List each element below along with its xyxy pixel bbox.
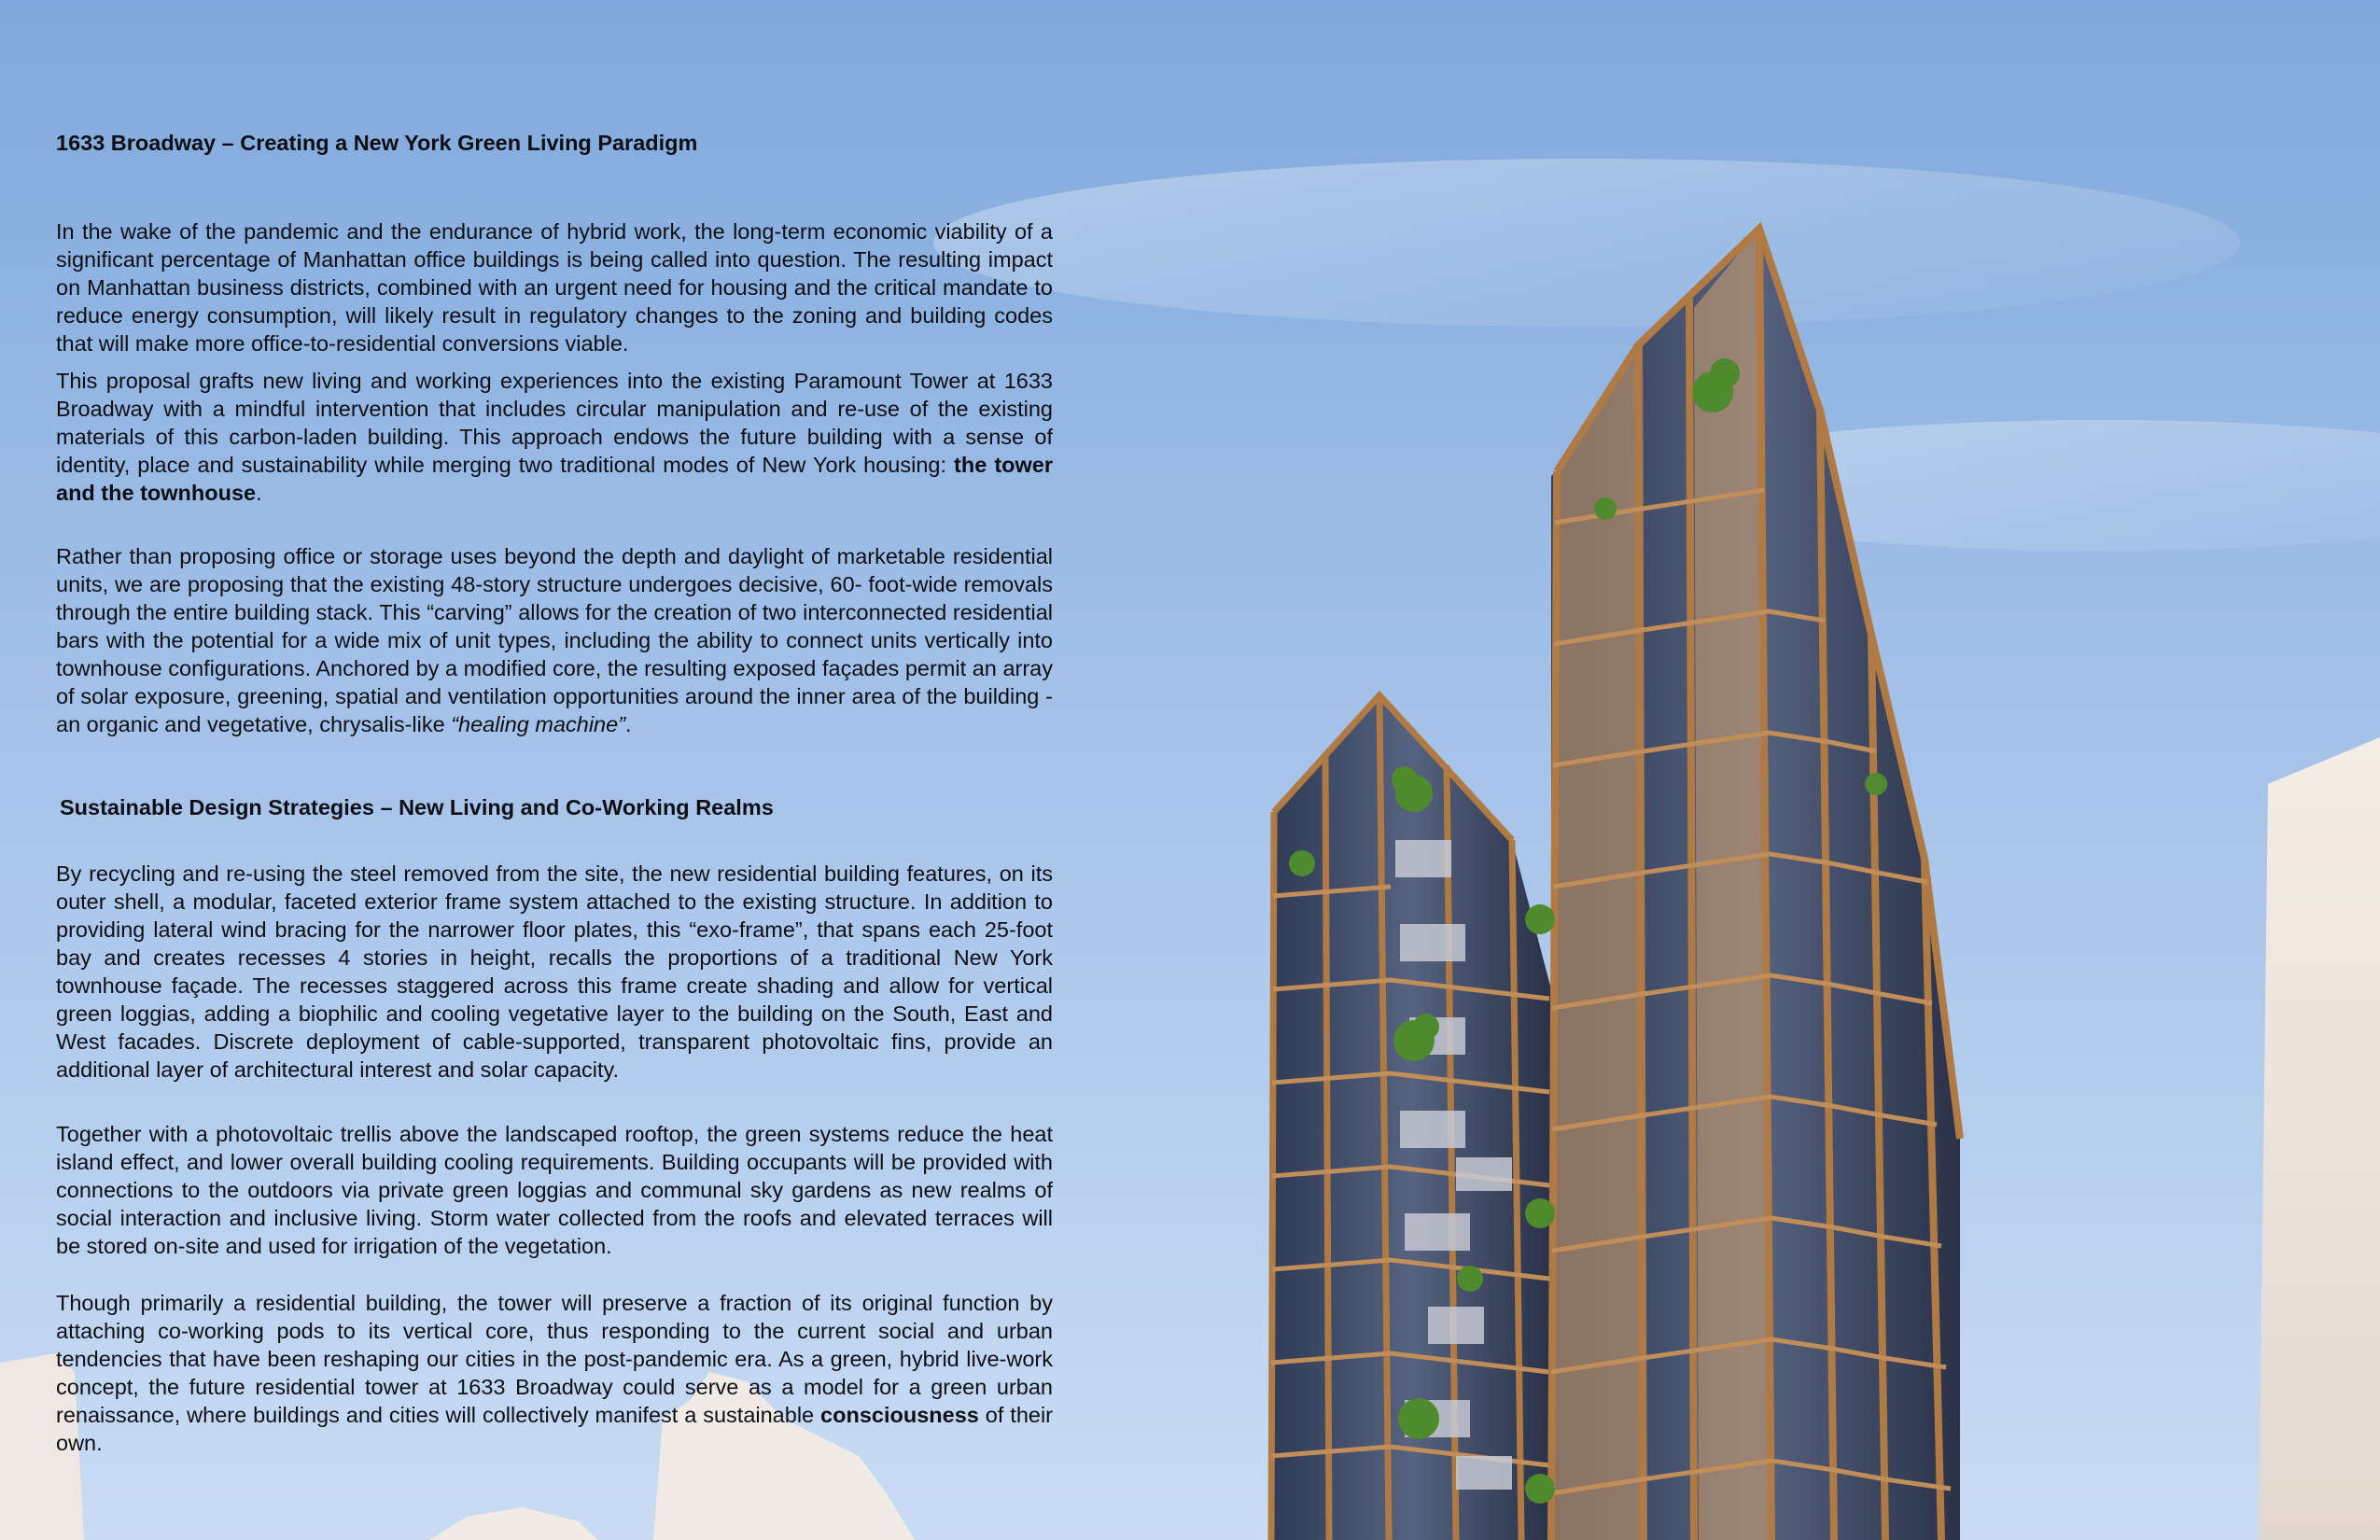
coworking-text-block	[56, 1289, 1053, 1457]
carving-text-block	[56, 542, 1053, 738]
cloud-shape	[933, 159, 2240, 327]
paragraph-carving-end: .	[625, 712, 632, 736]
paragraph-coworking-text: Though primarily a residential building, the tower will preserve a fraction of its original function by attaching co-working pods to its vertical core, thus responding to the current social and urban tendencies that have been reshaping our cities in the post-pandemic era. As a green, hybrid live-work concept, the future residential tower at 1633 Broadway could serve as a model for a green urban renaissance, where buildings and cities will collectively manifest a sustainable	[56, 1291, 1053, 1427]
right-tower	[1551, 229, 1960, 1540]
paragraph-exoframe: By recycling and re-using the steel removed from the site, the new residential building features, on its outer shell, a modular, faceted exterior frame system attached to the existing structure. In addition to providing lateral wind bracing for the narrower floor plates, this “exo-frame”, that spans each 25-foot bay and creates recesses 4 stories in height, recalls the proportions of a traditional New York townhouse façade. The recesses staggered across this frame create shading and allow for vertical green loggias, adding a biophilic and cooling vegetative layer to the building on the South, East and West facades. Discrete deployment of cable-supported, transparent photovoltaic fins, provide an additional layer of architectural interest and solar capacity.	[56, 861, 1053, 1082]
exoframe-text-block	[56, 860, 1053, 1084]
paragraph-carving	[56, 542, 1053, 738]
paragraph-carving-text: Rather than proposing office or storage uses beyond the depth and daylight of marketable residential units, we are proposing that the existing 48-story structure undergoes decisive, 60- foot-wide removals through the entire building stack. This “carving” allows for the creation of two interconnected residential bars with the potential for a wide mix of unit types, including the ability to connect units vertically into townhouse configurations. Anchored by a modified core, the resulting exposed façades permit an array of solar exposure, greening, spatial and ventilation opportunities around the inner area of the building - an organic and vegetative, chrysalis-like	[56, 544, 1053, 736]
background-building-right	[2259, 737, 2380, 1540]
green-systems-text-block	[56, 1120, 1053, 1260]
paragraph-proposal	[56, 367, 1053, 507]
background-building-low	[429, 1507, 597, 1540]
paragraph-context: In the wake of the pandemic and the endurance of hybrid work, the long-term economic viability of a significant percentage of Manhattan office buildings is being called into question. The resulting impact on Manhattan business districts, combined with an urgent need for housing and the critical mandate to reduce energy consumption, will likely result in regulatory changes to the zoning and building codes that will make more office-to-residential conversions viable.	[56, 219, 1053, 356]
paragraph-proposal-text: This proposal grafts new living and working experiences into the existing Paramount Tower at 1633 Broadway with a mindful intervention that includes circular manipulation and re-use of the existing materials of this carbon-laden building. This approach endows the future building with a sense of identity, place and sustainability while merging two traditional modes of New York housing:	[56, 369, 1053, 477]
paragraph-proposal-end: .	[256, 481, 262, 505]
paragraph-coworking-end: of their own.	[56, 1403, 1054, 1455]
paragraph-coworking-emphasis: consciousness	[820, 1403, 979, 1427]
section-title-main: 1633 Broadway – Creating a New York Green Living Paradigm	[56, 131, 698, 155]
paragraph-coworking	[56, 1289, 1053, 1457]
section-title-strategies: Sustainable Design Strategies – New Living and Co-Working Realms	[60, 795, 774, 819]
paragraph-proposal-emphasis: the tower and the townhouse	[56, 453, 1053, 505]
paragraph-green-systems: Together with a photovoltaic trellis above the landscaped rooftop, the green systems reduce the heat island effect, and lower overall building cooling requirements. Building occupants will be provided with connections to the outdoors via private green loggias and communal sky gardens as new realms of social interaction and inclusive living. Storm water collected from the roofs and elevated terraces will be stored on-site and used for irrigation of the vegetation.	[56, 1122, 1053, 1258]
paragraph-carving-italic: “healing machine”	[451, 712, 626, 736]
intro-text-block	[56, 217, 1053, 507]
